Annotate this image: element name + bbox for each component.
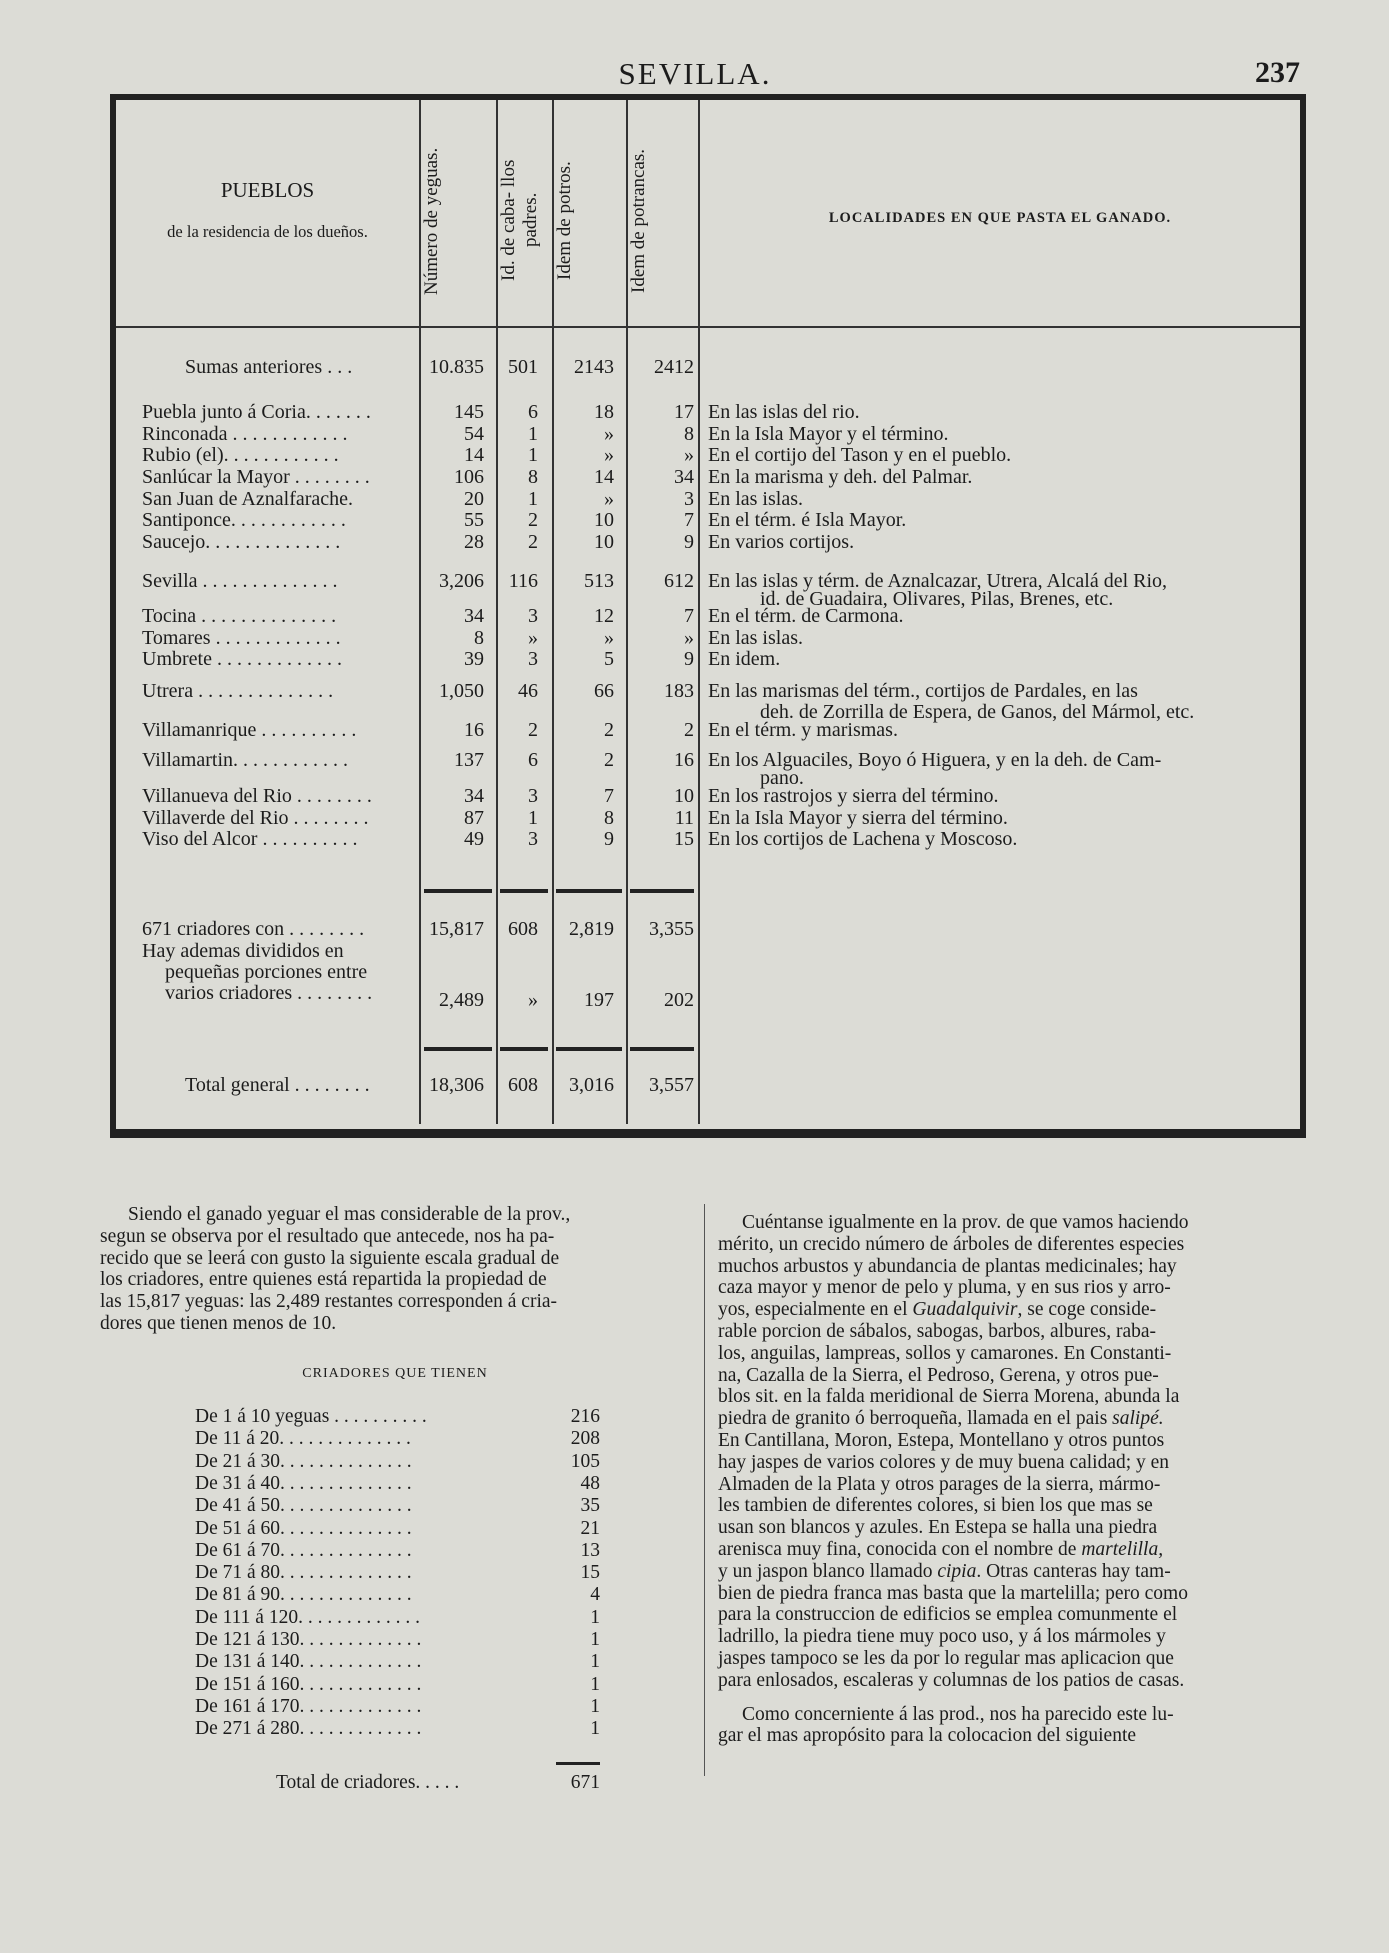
cell-potros: 2 (604, 719, 614, 741)
cell-potrancas: 16 (674, 749, 694, 771)
scale-range: De 41 á 50. . . . . . . . . . . . . . (195, 1495, 412, 1516)
column-divider (704, 1204, 705, 1776)
scale-title: CRIADORES QUE TIENEN (302, 1366, 488, 1381)
scale-range: De 131 á 140. . . . . . . . . . . . . (195, 1651, 422, 1672)
cell-yeguas: 1,050 (439, 680, 484, 702)
scale-range: De 1 á 10 yeguas . . . . . . . . . . (195, 1406, 427, 1427)
cell-potros: 9 (604, 828, 614, 850)
cell-localidad-cont: pano. (760, 767, 804, 789)
sum-rule (556, 889, 622, 893)
cell-potrancas: » (684, 444, 694, 466)
text-line: caza mayor y menor de pelo y pluma, y en sus rios y arro- (718, 1277, 1171, 1299)
cell-yeguas: 2,489 (439, 989, 484, 1011)
row-name: Santiponce. . . . . . . . . . . . (142, 509, 346, 531)
cell-potros: » (604, 627, 614, 649)
cell-potrancas: 2412 (654, 356, 694, 378)
cell-yeguas: 54 (464, 423, 484, 445)
left-paragraph (100, 1204, 688, 1335)
row-name: Rubio (el). . . . . . . . . . . . (142, 444, 339, 466)
cell-caballos: » (528, 627, 538, 649)
text-line: Almaden de la Plata y otros parages de la sierra, mármo- (718, 1473, 1161, 1495)
text-span: yos, especialmente en el (718, 1299, 908, 1321)
cell-potros: 8 (604, 807, 614, 829)
table-row (0, 509, 1389, 531)
cell-potrancas: 2 (684, 719, 694, 741)
cell-localidad: En las islas. (708, 488, 803, 510)
text-line: na, Cazalla de la Sierra, el Pedroso, Gerena, y otros pue- (718, 1364, 1159, 1386)
text-line: les tambien de diferentes colores, si bien los que mas se (718, 1495, 1153, 1517)
table-row (0, 785, 1389, 807)
cell-yeguas: 8 (474, 627, 484, 649)
sum-rule (424, 889, 492, 893)
text-line: Como concerniente á las prod., nos ha parecido este lu- (742, 1703, 1174, 1725)
scale-count: 1 (590, 1651, 600, 1672)
text-span: . Otras canteras hay tam- (976, 1560, 1171, 1582)
cell-caballos: 3 (528, 605, 538, 627)
scale-range: De 151 á 160. . . . . . . . . . . . . (195, 1674, 422, 1695)
cell-localidad: En la marisma y deh. del Palmar. (708, 466, 973, 488)
cell-yeguas: 14 (464, 444, 484, 466)
sum-rule (556, 1047, 622, 1051)
cell-localidad: En varios cortijos. (708, 531, 855, 553)
table-row (0, 828, 1389, 850)
row-name-line: pequeñas porciones entre (165, 961, 368, 983)
row-name: Villaverde del Rio . . . . . . . . (142, 807, 369, 829)
scale-range: De 61 á 70. . . . . . . . . . . . . . (195, 1540, 412, 1561)
cell-yeguas: 34 (464, 785, 484, 807)
row-name: 671 criadores con . . . . . . . . (142, 918, 365, 940)
cell-localidad: En las islas del rio. (708, 401, 860, 423)
text-line (718, 1561, 1304, 1583)
table-row (0, 807, 1389, 829)
cell-caballos: 608 (508, 1074, 538, 1096)
text-span: y un jaspon blanco llamado (718, 1560, 933, 1582)
table-row (0, 605, 1389, 627)
text-line: gar el mas apropósito para la colocacion del siguiente (718, 1725, 1137, 1747)
page-number: 237 (1255, 56, 1300, 89)
row-name: Rinconada . . . . . . . . . . . . (142, 423, 348, 445)
row-name: Umbrete . . . . . . . . . . . . . (142, 648, 342, 670)
scale-count: 1 (590, 1674, 600, 1695)
cell-caballos: » (528, 989, 538, 1011)
row-name: Total general . . . . . . . . (185, 1074, 370, 1096)
scale-count: 1 (590, 1696, 600, 1717)
cell-potrancas: 7 (684, 509, 694, 531)
row-name-line: varios criadores . . . . . . . . (165, 982, 373, 1004)
table-row (0, 680, 1389, 702)
scale-total-value: 671 (570, 1772, 600, 1793)
scale-range: De 11 á 20. . . . . . . . . . . . . . (195, 1428, 411, 1449)
cell-potrancas: 9 (684, 531, 694, 553)
text-line: ladrillo, la piedra tiene muy poco uso, y á los mármoles y (718, 1626, 1166, 1648)
row-name: Viso del Alcor . . . . . . . . . . (142, 828, 358, 850)
cell-caballos: 2 (528, 509, 538, 531)
cell-potrancas: 34 (674, 466, 694, 488)
row-name: Villanueva del Rio . . . . . . . . (142, 785, 372, 807)
text-line: las 15,817 yeguas: las 2,489 restantes corresponden á cria- (100, 1291, 558, 1313)
cell-potrancas: » (684, 627, 694, 649)
col-header-localidades: LOCALIDADES EN QUE PASTA EL GANADO. (828, 210, 1172, 226)
cell-potros: 10 (594, 509, 614, 531)
cell-yeguas: 106 (454, 466, 484, 488)
cell-localidad: En los Alguaciles, Boyo ó Higuera, y en la deh. de Cam- (708, 749, 1162, 771)
text-line: mérito, un crecido número de árboles de diferentes especies (718, 1233, 1185, 1255)
cell-potros: 18 (594, 401, 614, 423)
cell-potros: 197 (584, 989, 614, 1011)
row-name: Tomares . . . . . . . . . . . . . (142, 627, 341, 649)
cell-caballos: 2 (528, 531, 538, 553)
cell-potros: 10 (594, 531, 614, 553)
cell-potrancas: 9 (684, 648, 694, 670)
cell-localidad: En los rastrojos y sierra del término. (708, 785, 999, 807)
cell-yeguas: 87 (464, 807, 484, 829)
table-row (0, 648, 1389, 670)
cell-potros: 513 (584, 570, 614, 592)
text-line: segun se observa por el resultado que antecede, nos ha pa- (100, 1225, 555, 1247)
text-line: recido que se leerá con gusto la siguiente escala gradual de (100, 1247, 560, 1269)
text-line: usan son blancos y azules. En Estepa se halla una piedra (718, 1517, 1158, 1539)
col-header-potrancas: Idem de potrancas. (628, 148, 649, 294)
cell-yeguas: 28 (464, 531, 484, 553)
row-name-line: Hay ademas divididos en (142, 940, 344, 962)
scale-total-rule (556, 1762, 600, 1765)
cell-localidad: En idem. (708, 648, 781, 670)
sum-rule (424, 1047, 492, 1051)
cell-localidad: En las marismas del térm., cortijos de Pardales, en las (708, 680, 1138, 702)
text-line: jaspes tampoco se les da por lo regular mas aplicacion que (718, 1647, 1174, 1669)
cell-potrancas: 8 (684, 423, 694, 445)
text-line: para la construccion de edificios se emplea comunmente el (718, 1604, 1178, 1626)
cell-yeguas: 18,306 (429, 1074, 484, 1096)
table-row (0, 531, 1389, 553)
cell-localidad: En el térm. de Carmona. (708, 605, 904, 627)
scale-range: De 271 á 280. . . . . . . . . . . . . (195, 1718, 422, 1739)
text-line: Cuéntanse igualmente en la prov. de que vamos haciendo (742, 1212, 1189, 1233)
cell-potrancas: 202 (664, 989, 694, 1011)
cell-caballos: 1 (528, 488, 538, 510)
cell-localidad: En los cortijos de Lachena y Moscoso. (708, 828, 1018, 850)
text-line: muchos arbustos y abundancia de plantas medicinales; hay (718, 1255, 1177, 1277)
cell-caballos: 608 (508, 918, 538, 940)
scale-count: 13 (580, 1540, 600, 1561)
scale-range: De 71 á 80. . . . . . . . . . . . . . (195, 1562, 412, 1583)
row-name: Villamartin. . . . . . . . . . . . (142, 749, 348, 771)
cell-yeguas: 49 (464, 828, 484, 850)
cell-potrancas: 17 (674, 401, 694, 423)
page-header-title: SEVILLA. (618, 56, 772, 91)
scale-count: 35 (580, 1495, 600, 1516)
text-italic: cipia (937, 1560, 977, 1582)
cell-potros: 2143 (574, 356, 614, 378)
col-header-yeguas: Número de yeguas. (421, 147, 442, 295)
cell-caballos: 501 (508, 356, 538, 378)
scale-count: 208 (570, 1428, 600, 1449)
text-line (718, 1408, 1304, 1430)
col-header-pueblos-sub: de la residencia de los dueños. (167, 222, 368, 241)
cell-potrancas: 3 (684, 488, 694, 510)
cell-potros: 66 (594, 680, 614, 702)
row-name: Sevilla . . . . . . . . . . . . . . (142, 570, 338, 592)
cell-potros: » (604, 423, 614, 445)
sum-rule (500, 889, 548, 893)
cell-localidad: En las islas. (708, 627, 803, 649)
table-row (0, 488, 1389, 510)
cell-localidad: En la Isla Mayor y sierra del término. (708, 807, 1008, 829)
scale-count: 48 (580, 1473, 600, 1494)
cell-potrancas: 183 (664, 680, 694, 702)
scale-range: De 51 á 60. . . . . . . . . . . . . . (195, 1518, 412, 1539)
cell-localidad-cont: id. de Guadaira, Olivares, Pilas, Brenes, etc. (760, 588, 1114, 610)
table-row (0, 570, 1389, 592)
text-line: rable porcion de sábalos, sabogas, barbos, albures, raba- (718, 1320, 1157, 1342)
cell-potros: 12 (594, 605, 614, 627)
text-italic: salipé. (1112, 1408, 1164, 1430)
table-row (0, 1074, 1389, 1096)
text-line: los, anguilas, lampreas, sollos y camarones. En Constanti- (718, 1342, 1172, 1364)
row-name: Sanlúcar la Mayor . . . . . . . . (142, 466, 370, 488)
text-line (718, 1539, 1304, 1561)
cell-potros: 7 (604, 785, 614, 807)
text-line (718, 1299, 1304, 1321)
cell-yeguas: 55 (464, 509, 484, 531)
cell-potros: 2,819 (569, 918, 614, 940)
table-row-sumas (0, 356, 1389, 378)
cell-potros: 14 (594, 466, 614, 488)
cell-potrancas: 10 (674, 785, 694, 807)
text-line: Siendo el ganado yeguar el mas considerable de la prov., (128, 1204, 571, 1225)
cell-yeguas: 3,206 (439, 570, 484, 592)
row-name: Saucejo. . . . . . . . . . . . . . (142, 531, 341, 553)
sum-rule (630, 1047, 694, 1051)
cell-potros: » (604, 488, 614, 510)
table-row-ademas (0, 940, 1389, 1011)
table-row (0, 401, 1389, 423)
col-header-caballos: Id. de caba- llos padres. (498, 159, 541, 281)
header-rule (116, 326, 1300, 328)
text-span: arenisca muy fina, conocida con el nombre de (718, 1538, 1077, 1560)
row-name: Sumas anteriores . . . (185, 356, 353, 378)
sum-rule (500, 1047, 548, 1051)
text-line: los criadores, entre quienes está repartida la propiedad de (100, 1269, 547, 1291)
cell-caballos: 6 (528, 749, 538, 771)
scale-range: De 21 á 30. . . . . . . . . . . . . . (195, 1451, 412, 1472)
cell-caballos: 1 (528, 444, 538, 466)
scale-count: 1 (590, 1607, 600, 1628)
col-header-pueblos: PUEBLOS (220, 178, 315, 202)
cell-potrancas: 3,557 (649, 1074, 694, 1096)
cell-yeguas: 20 (464, 488, 484, 510)
table-row (0, 719, 1389, 741)
scale-count: 4 (590, 1584, 600, 1605)
text-italic: Guadalquivir (912, 1299, 1018, 1321)
cell-potrancas: 612 (664, 570, 694, 592)
cell-caballos: 3 (528, 785, 538, 807)
scale-count: 1 (590, 1718, 600, 1739)
sum-rule (630, 889, 694, 893)
text-span: piedra de granito ó berroqueña, llamada en el pais (718, 1408, 1108, 1430)
col-header-potros: Idem de potros. (554, 161, 575, 281)
cell-caballos: 116 (508, 570, 538, 592)
cell-yeguas: 34 (464, 605, 484, 627)
cell-localidad-cont: deh. de Zorrilla de Espera, de Ganos, del Mármol, etc. (760, 701, 1195, 723)
table-row (0, 466, 1389, 488)
cell-potros: 5 (604, 648, 614, 670)
scale-count: 105 (570, 1451, 600, 1472)
cell-localidad: En el térm. é Isla Mayor. (708, 509, 907, 531)
scale-range: De 111 á 120. . . . . . . . . . . . . (195, 1607, 420, 1628)
scale-range: De 161 á 170. . . . . . . . . . . . . (195, 1696, 422, 1717)
table-row (0, 627, 1389, 649)
cell-caballos: 8 (528, 466, 538, 488)
table-row (0, 749, 1389, 771)
row-name: San Juan de Aznalfarache. (142, 488, 354, 510)
cell-localidad: En el térm. y marismas. (708, 719, 898, 741)
table-row (0, 444, 1389, 466)
text-line: bien de piedra franca mas basta que la martelilla; pero como (718, 1582, 1188, 1604)
scale-total-label: Total de criadores. . . . . (276, 1772, 460, 1793)
scale-range: De 121 á 130. . . . . . . . . . . . . (195, 1629, 422, 1650)
cell-yeguas: 39 (464, 648, 484, 670)
cell-potros: 2 (604, 749, 614, 771)
cell-caballos: 1 (528, 423, 538, 445)
scale-range: De 81 á 90. . . . . . . . . . . . . . (195, 1584, 412, 1605)
scale-range: De 31 á 40. . . . . . . . . . . . . . (195, 1473, 412, 1494)
cell-localidad: En el cortijo del Tason y en el pueblo. (708, 444, 1012, 466)
cell-caballos: 2 (528, 719, 538, 741)
text-span: , se coge conside- (1017, 1299, 1157, 1321)
right-paragraph (718, 1212, 1304, 1747)
table-row (0, 423, 1389, 445)
cell-potrancas: 3,355 (649, 918, 694, 940)
cell-caballos: 3 (528, 648, 538, 670)
cell-potros: » (604, 444, 614, 466)
text-line: dores que tienen menos de 10. (100, 1312, 337, 1334)
text-line: hay jaspes de varios colores y de muy buena calidad; y en (718, 1451, 1170, 1473)
cell-yeguas: 145 (454, 401, 484, 423)
cell-localidad: En las islas y térm. de Aznalcazar, Utrera, Alcalá del Rio, (708, 570, 1168, 592)
table-row (0, 918, 1389, 940)
cell-potrancas: 15 (674, 828, 694, 850)
cell-caballos: 46 (518, 680, 538, 702)
cell-caballos: 6 (528, 401, 538, 423)
cell-caballos: 1 (528, 807, 538, 829)
scale-count: 216 (570, 1406, 600, 1427)
text-line: blos sit. en la falda meridional de Sierra Morena, abunda la (718, 1386, 1180, 1408)
scale-count: 15 (580, 1562, 600, 1583)
cell-yeguas: 10.835 (429, 356, 484, 378)
cell-potros: 3,016 (569, 1074, 614, 1096)
row-name: Tocina . . . . . . . . . . . . . . (142, 605, 337, 627)
row-name: Villamanrique . . . . . . . . . . (142, 719, 357, 741)
scale-count: 21 (580, 1518, 600, 1539)
text-line: para enlosados, escaleras y columnas de los patios de casas. (718, 1669, 1185, 1691)
scale-count: 1 (590, 1629, 600, 1650)
cell-yeguas: 15,817 (429, 918, 484, 940)
row-name: Utrera . . . . . . . . . . . . . . (142, 680, 334, 702)
cell-caballos: 3 (528, 828, 538, 850)
text-line: En Cantillana, Moron, Estepa, Montellano y otros puntos (718, 1429, 1165, 1451)
text-italic: martelilla, (1081, 1538, 1164, 1560)
cell-yeguas: 16 (464, 719, 484, 741)
row-name: Puebla junto á Coria. . . . . . . (142, 401, 371, 423)
cell-potrancas: 11 (674, 807, 694, 829)
cell-potrancas: 7 (684, 605, 694, 627)
cell-localidad: En la Isla Mayor y el término. (708, 423, 949, 445)
cell-yeguas: 137 (454, 749, 484, 771)
